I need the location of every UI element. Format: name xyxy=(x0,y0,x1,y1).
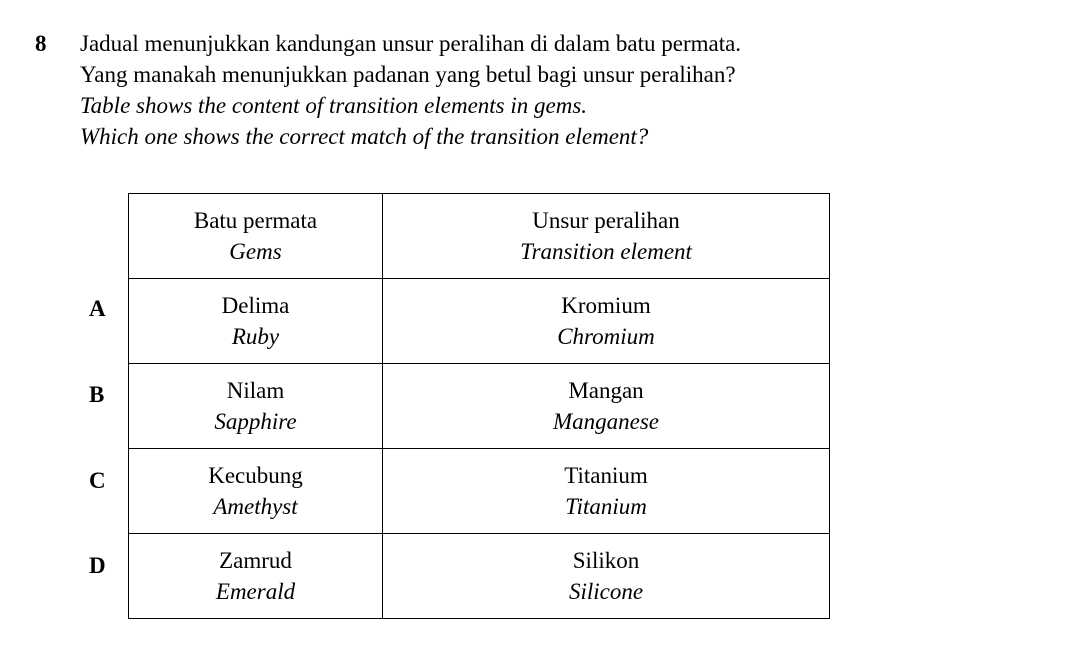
element-english: Titanium xyxy=(565,494,647,519)
gem-cell xyxy=(129,364,383,449)
option-label-d[interactable]: D xyxy=(89,553,106,578)
table-row xyxy=(129,364,830,449)
header-gems xyxy=(129,194,383,279)
element-cell xyxy=(383,534,830,619)
gem-cell xyxy=(129,279,383,364)
table-header-row xyxy=(129,194,830,279)
gem-english: Amethyst xyxy=(213,494,298,519)
element-malay: Mangan xyxy=(568,378,644,403)
option-label-c[interactable]: C xyxy=(89,468,106,493)
gem-malay: Delima xyxy=(221,293,290,318)
element-malay: Silikon xyxy=(572,548,640,573)
header-gems-english: Gems xyxy=(229,239,282,264)
element-malay: Kromium xyxy=(561,293,651,318)
gem-english: Emerald xyxy=(215,579,296,604)
header-element-malay: Unsur peralihan xyxy=(532,208,680,233)
element-english: Manganese xyxy=(552,409,660,434)
element-cell xyxy=(383,449,830,534)
table-row xyxy=(129,534,830,619)
gem-english: Ruby xyxy=(231,324,280,349)
stem-line-english-1: Table shows the content of transition elements in gems. xyxy=(80,93,588,118)
gem-malay: Kecubung xyxy=(208,463,303,488)
header-element xyxy=(383,194,830,279)
gem-malay: Zamrud xyxy=(219,548,292,573)
gem-malay: Nilam xyxy=(226,378,285,403)
element-english: Silicone xyxy=(568,579,644,604)
question-number: 8 xyxy=(35,31,47,56)
stem-line-english-2: Which one shows the correct match of the transition element? xyxy=(80,124,649,149)
stem-line-malay-2: Yang manakah menunjukkan padanan yang betul bagi unsur peralihan? xyxy=(80,62,736,87)
option-label-a[interactable]: A xyxy=(89,296,106,321)
header-gems-malay: Batu permata xyxy=(193,208,318,233)
element-malay: Titanium xyxy=(564,463,648,488)
element-cell xyxy=(383,279,830,364)
table-row xyxy=(129,279,830,364)
gem-cell xyxy=(129,449,383,534)
question-stem xyxy=(80,28,1040,152)
header-element-english: Transition element xyxy=(520,239,692,264)
element-cell xyxy=(383,364,830,449)
option-label-b[interactable]: B xyxy=(89,382,105,407)
table-row xyxy=(129,449,830,534)
gem-english: Sapphire xyxy=(214,409,297,434)
gem-cell xyxy=(129,534,383,619)
gems-table xyxy=(128,193,830,619)
stem-line-malay-1: Jadual menunjukkan kandungan unsur peralihan di dalam batu permata. xyxy=(80,31,742,56)
element-english: Chromium xyxy=(557,324,655,349)
